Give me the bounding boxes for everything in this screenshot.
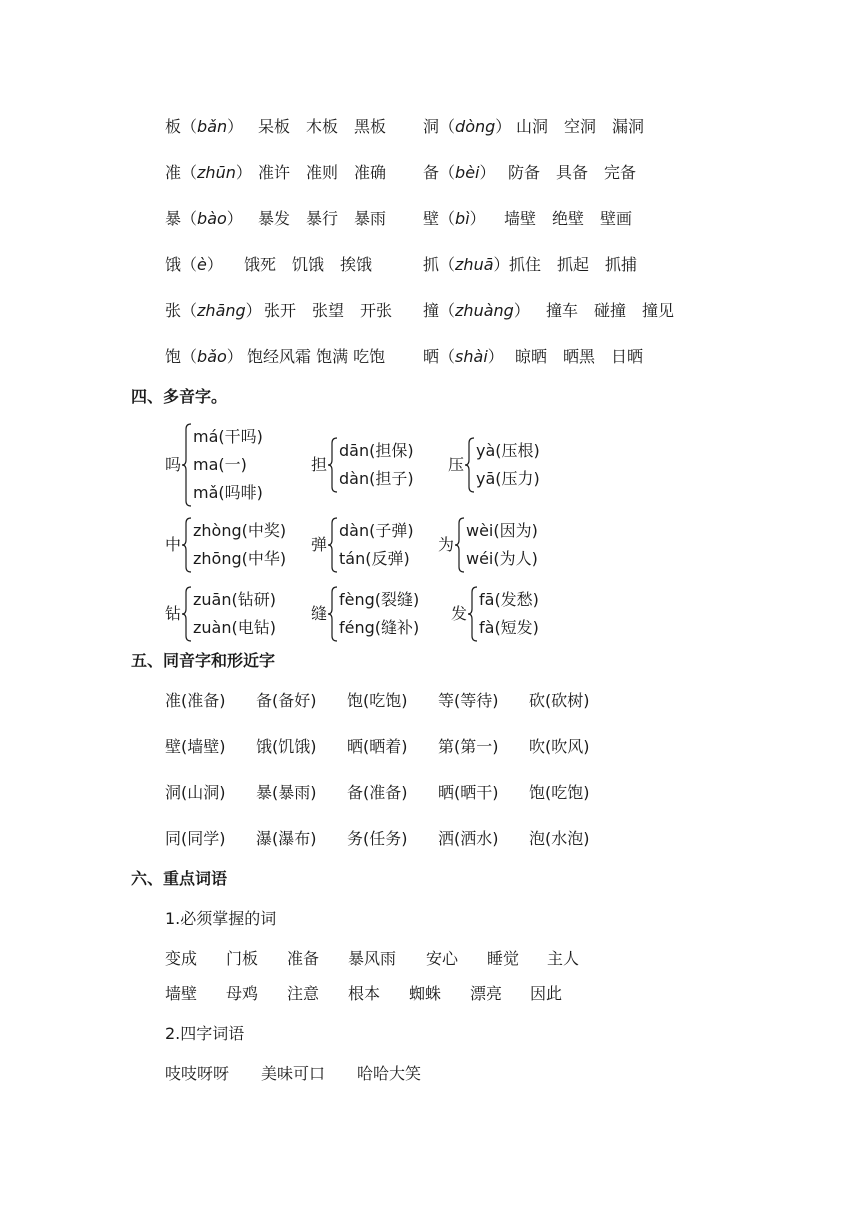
reading-item: zhòng(中奖) [193,521,287,540]
reading-item: fā(发愁) [479,590,539,609]
close-paren: ） [487,347,504,366]
reading-item: dān(担保) [339,441,414,460]
left-brace-icon [182,423,192,507]
subheading-required-words: 1.必须掌握的词 [165,909,277,928]
vocab-word: 门板 [226,949,259,968]
entry-pinyin: bǎo [197,347,227,366]
entry-pinyin: dòng [455,117,496,136]
close-paren: ） [226,209,243,228]
polyphone-entry-left [165,257,223,273]
group-char: 发 [451,604,468,623]
group-char: 中 [165,535,182,554]
close-paren: ） [206,255,223,274]
left-brace-icon [328,586,338,642]
homophone-cell: 洞(山洞) [165,783,226,802]
reading-item: dàn(子弹) [339,521,414,540]
polyphone-entry-left [165,303,262,319]
homophone-cell: 务(任务) [347,829,408,848]
reading-item: má(干吗) [193,427,263,446]
reading-item: fà(短发) [479,618,539,637]
entry-pinyin: zhuā [455,255,494,274]
close-paren: ） [479,163,496,182]
close-paren: ） [245,301,262,320]
polyphone-entry-right [423,165,496,181]
close-paren: ） [235,163,252,182]
open-paren: （ [181,117,198,136]
vocab-word: 变成 [165,949,198,968]
open-paren: （ [181,347,198,366]
open-paren: （ [439,209,456,228]
close-paren: ） [495,117,512,136]
left-brace-icon [468,586,478,642]
group-char: 弹 [311,535,328,554]
vocab-word: 睡觉 [487,949,520,968]
entry-pinyin: bèi [455,163,480,182]
group-char: 吗 [165,455,182,474]
open-paren: （ [181,163,198,182]
entry-pinyin: bì [455,209,470,228]
homophone-cell: 瀑(瀑布) [256,829,317,848]
entry-words: 准许 准则 准确 [258,163,387,182]
polyphone-entry-left [165,349,243,365]
entry-pinyin: è [197,255,207,274]
subheading-four-char-words: 2.四字词语 [165,1024,245,1043]
reading-item: yā(压力) [476,469,540,488]
entry-char: 备 [423,163,440,182]
reading-item: mǎ(吗啡) [193,483,263,502]
section4-heading: 四、多音字。 [131,387,228,406]
left-brace-icon [455,517,465,573]
group-char: 为 [438,535,455,554]
polyphone-entry-right [423,211,486,227]
left-brace-icon [182,586,192,642]
homophone-cell: 晒(晒着) [347,737,408,756]
polyphone-entry-right [423,257,510,273]
vocab-word: 准备 [287,949,320,968]
reading-item: wèi(因为) [466,521,538,540]
open-paren: （ [439,117,456,136]
homophone-cell: 泡(水泡) [529,829,590,848]
vocab-word: 蜘蛛 [409,984,442,1003]
vocab-word: 吱吱呀呀 [165,1064,230,1083]
left-brace-icon [182,517,192,573]
close-paren: ） [493,255,510,274]
entry-pinyin: zhāng [197,301,246,320]
homophone-cell: 饿(饥饿) [256,737,317,756]
open-paren: （ [181,301,198,320]
homophone-cell: 准(准备) [165,691,226,710]
vocab-word: 主人 [547,949,580,968]
polyphone-entry-right [423,303,530,319]
entry-char: 撞 [423,301,440,320]
homophone-cell: 饱(吃饱) [529,783,590,802]
entry-pinyin: zhuàng [455,301,514,320]
open-paren: （ [439,347,456,366]
vocab-word: 墙壁 [165,984,198,1003]
vocab-word: 美味可口 [261,1064,326,1083]
entry-words: 抓住 抓起 抓捕 [509,255,638,274]
entry-char: 准 [165,163,182,182]
entry-char: 晒 [423,347,440,366]
vocab-word: 暴风雨 [348,949,397,968]
entry-pinyin: shài [455,347,488,366]
homophone-cell: 等(等待) [438,691,499,710]
reading-item: yà(压根) [476,441,540,460]
reading-item: tán(反弹) [339,549,410,568]
entry-char: 洞 [423,117,440,136]
homophone-cell: 晒(晒干) [438,783,499,802]
open-paren: （ [439,163,456,182]
reading-item: féng(缝补) [339,618,420,637]
left-brace-icon [328,437,338,493]
polyphone-entry-left [165,211,243,227]
open-paren: （ [181,209,198,228]
entry-char: 壁 [423,209,440,228]
entry-char: 张 [165,301,182,320]
close-paren: ） [227,117,244,136]
reading-item: zhōng(中华) [193,549,287,568]
homophone-cell: 壁(墙壁) [165,737,226,756]
polyphone-entry-right [423,349,504,365]
vocab-word: 安心 [426,949,459,968]
homophone-cell: 饱(吃饱) [347,691,408,710]
entry-pinyin: bào [197,209,227,228]
section5-heading: 五、同音字和形近字 [131,651,276,670]
close-paren: ） [513,301,530,320]
open-paren: （ [439,301,456,320]
entry-char: 饿 [165,255,182,274]
close-paren: ） [226,347,243,366]
entry-words: 山洞 空洞 漏洞 [516,117,645,136]
reading-item: zuàn(电钻) [193,618,276,637]
reading-item: ma(一) [193,455,247,474]
entry-words: 呆板 木板 黑板 [258,117,387,136]
vocab-word: 因此 [530,984,563,1003]
homophone-cell: 备(备好) [256,691,317,710]
vocab-word: 注意 [287,984,320,1003]
group-char: 缝 [311,604,328,623]
entry-words: 饱经风霜 饱满 吃饱 [247,347,386,366]
entry-words: 张开 张望 开张 [264,301,393,320]
homophone-cell: 砍(砍树) [529,691,590,710]
entry-words: 防备 具备 完备 [508,163,637,182]
homophone-cell: 第(第一) [438,737,499,756]
entry-pinyin: zhūn [197,163,236,182]
entry-char: 暴 [165,209,182,228]
reading-item: wéi(为人) [466,549,538,568]
entry-words: 墙壁 绝壁 壁画 [504,209,633,228]
section6-heading: 六、重点词语 [131,869,228,888]
vocab-word: 母鸡 [226,984,259,1003]
group-char: 钻 [165,604,182,623]
homophone-cell: 吹(吹风) [529,737,590,756]
homophone-cell: 同(同学) [165,829,226,848]
polyphone-entry-left [165,119,243,135]
entry-pinyin: bǎn [197,117,228,136]
entry-words: 饿死 饥饿 挨饿 [244,255,373,274]
vocab-word: 根本 [348,984,381,1003]
polyphone-entry-right [423,119,511,135]
entry-words: 撞车 碰撞 撞见 [546,301,675,320]
open-paren: （ [439,255,456,274]
entry-char: 抓 [423,255,440,274]
vocab-word: 漂亮 [470,984,503,1003]
entry-words: 晾晒 晒黑 日晒 [515,347,644,366]
polyphone-entry-left [165,165,252,181]
entry-char: 饱 [165,347,182,366]
homophone-cell: 洒(洒水) [438,829,499,848]
open-paren: （ [181,255,198,274]
group-char: 担 [311,455,328,474]
close-paren: ） [469,209,486,228]
left-brace-icon [328,517,338,573]
reading-item: zuān(钻研) [193,590,276,609]
reading-item: dàn(担子) [339,469,414,488]
group-char: 压 [448,455,465,474]
homophone-cell: 暴(暴雨) [256,783,317,802]
vocab-word: 哈哈大笑 [357,1064,422,1083]
homophone-cell: 备(准备) [347,783,408,802]
entry-words: 暴发 暴行 暴雨 [258,209,387,228]
entry-char: 板 [165,117,182,136]
reading-item: fèng(裂缝) [339,590,420,609]
left-brace-icon [465,437,475,493]
